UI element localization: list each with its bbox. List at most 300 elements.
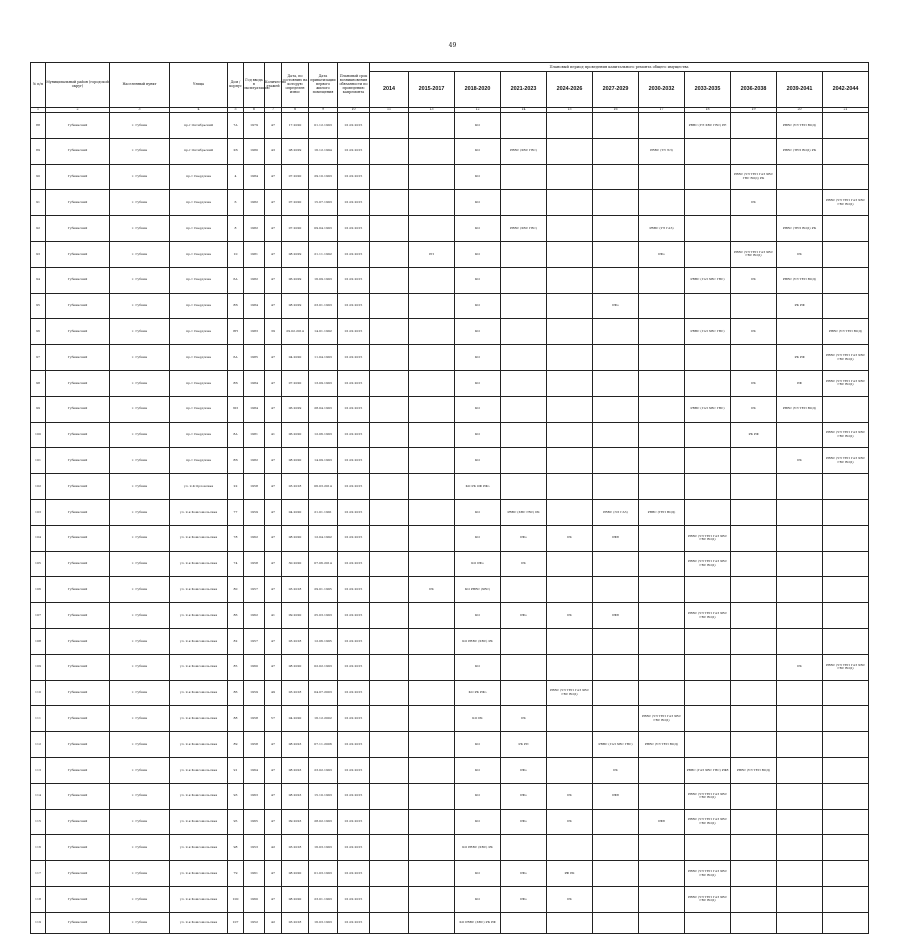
col-header-year: 2024-2026 [547,72,593,108]
plan-cell-2018: КО [455,241,501,267]
obligation-date-cell: 01.02.2015 [338,577,370,603]
table-row [31,190,869,216]
building-cell: 74 [228,551,244,577]
plan-cell-2036 [731,680,777,706]
plan-cell-2015 [409,396,455,422]
plan-cell-2042 [823,603,869,629]
col-header-year: 2021-2023 [501,72,547,108]
plan-cell-2014 [370,396,409,422]
plan-cell-2030 [639,370,685,396]
settlement-cell: г. Губкин [110,396,170,422]
settlement-cell: г. Губкин [110,886,170,912]
year-built-cell: 1959 [244,499,265,525]
obligation-date-cell: 01.02.2015 [338,628,370,654]
wear-date-cell: 08.2020 [282,886,309,912]
year-built-cell: 1959 [244,680,265,706]
plan-cell-2027 [593,809,639,835]
privatization-date-cell: 14.09.1993 [309,448,338,474]
column-number: 11 [370,108,409,113]
plan-cell-2033 [685,422,731,448]
floors-cell: 47 [265,396,282,422]
column-number: 13 [409,108,455,113]
plan-cell-2033 [685,190,731,216]
plan-cell-2018: КО [455,138,501,164]
plan-cell-2033 [685,577,731,603]
col-header-wear-date: Дата, по состоянию на которую определен износ [282,63,309,108]
plan-cell-2018: КО [455,499,501,525]
obligation-date-cell: 01.02.2015 [338,319,370,345]
year-built-cell: 1962 [244,525,265,551]
plan-cell-2033: РВВС (УЭ ТЕП ГАЗ ХВС ГВС ВОД) [685,551,731,577]
wear-date-cell: 08.2029 [282,293,309,319]
settlement-cell: г. Губкин [110,912,170,933]
year-built-cell: 1964 [244,757,265,783]
plan-cell-2042 [823,861,869,887]
plan-cell-2039 [777,757,823,783]
plan-cell-2039 [777,680,823,706]
plan-cell-2030 [639,319,685,345]
row-number-cell: 93 [31,241,46,267]
column-number: 7 [265,108,282,113]
plan-cell-2033 [685,628,731,654]
table-row [31,113,869,139]
plan-cell-2027 [593,861,639,887]
building-cell: 78 [228,525,244,551]
page-number: 49 [448,42,457,49]
plan-cell-2021: РВВС (ХВС ГВС) [501,138,547,164]
plan-cell-2021 [501,912,547,933]
plan-cell-2033: РВВС (ГАЗ ХВС ГВС) [685,319,731,345]
plan-cell-2018: КО [455,113,501,139]
year-built-cell: 1961 [244,861,265,887]
floors-cell: 41 [265,422,282,448]
plan-cell-2042: РВВС (УЭ ТЕП ГАЗ ХВС ГВС ВОД) [823,448,869,474]
wear-date-cell: 08.2023 [282,732,309,758]
plan-cell-2036: РВВС (УЭ ТЕП ГАЗ ХВС ГВС ВОД) [731,241,777,267]
obligation-date-cell: 01.02.2015 [338,912,370,933]
privatization-date-cell: 23.02.1993 [309,757,338,783]
plan-cell-2014 [370,216,409,242]
street-cell: ул. 2-я Комсомольская [170,680,228,706]
plan-cell-2042 [823,113,869,139]
plan-cell-2014 [370,861,409,887]
table-row [31,370,869,396]
col-header-year: 2018-2020 [455,72,501,108]
plan-cell-2014 [370,912,409,933]
plan-cell-2018: КО [455,396,501,422]
plan-cell-2030 [639,345,685,371]
plan-cell-2039 [777,499,823,525]
building-cell: 4 [228,164,244,190]
settlement-cell: г. Губкин [110,732,170,758]
floors-cell: 47 [265,861,282,887]
plan-cell-2024 [547,267,593,293]
table-row [31,499,869,525]
floors-cell: 47 [265,577,282,603]
plan-cell-2027 [593,113,639,139]
plan-cell-2030 [639,757,685,783]
plan-cell-2014 [370,474,409,500]
plan-cell-2039: РВВС (УЭ ТЕП ВОД) [777,396,823,422]
plan-cell-2042 [823,809,869,835]
plan-cell-2030 [639,680,685,706]
plan-cell-2015 [409,164,455,190]
table-row [31,577,869,603]
plan-cell-2015 [409,706,455,732]
plan-cell-2015 [409,603,455,629]
settlement-cell: г. Губкин [110,757,170,783]
floors-cell: 47 [265,241,282,267]
table-row [31,732,869,758]
plan-cell-2014 [370,113,409,139]
plan-cell-2042: РВВС (УЭ ТЕП ГАЗ ХВС ГВС ВОД) [823,370,869,396]
plan-cell-2033: РВВС (УЭ ТЕП ГАЗ ХВС ГВС ВОД) [685,861,731,887]
year-built-cell: 1981 [244,422,265,448]
table-row [31,628,869,654]
plan-cell-2021 [501,190,547,216]
street-cell: ул. 2-я Комсомольская [170,706,228,732]
street-cell: пр-т Свердлова [170,241,228,267]
settlement-cell: г. Губкин [110,861,170,887]
plan-cell-2018: КО РВВС (ХВС) РК РФ [455,912,501,933]
plan-cell-2024 [547,216,593,242]
year-built-cell: 1982 [244,190,265,216]
col-header-year: 2042-2044 [823,72,869,108]
plan-cell-2024: РК [547,783,593,809]
privatization-date-cell: 01.03.1993 [309,861,338,887]
privatization-date-cell: 16.03.1993 [309,835,338,861]
plan-cell-2018: КО РВВС (ХВС) РК [455,835,501,861]
row-number-cell: 116 [31,835,46,861]
plan-cell-2018: КО РК ОФ РФо [455,474,501,500]
street-cell: ул. 2-я Комсомольская [170,525,228,551]
plan-cell-2018: КО РК [455,706,501,732]
plan-cell-2042 [823,525,869,551]
plan-cell-2036 [731,835,777,861]
column-number: 2 [46,108,110,113]
building-cell: 80 [228,577,244,603]
obligation-date-cell: 01.02.2015 [338,396,370,422]
plan-cell-2036: РК [731,267,777,293]
plan-cell-2036 [731,732,777,758]
plan-cell-2021: РФо [501,603,547,629]
plan-cell-2014 [370,680,409,706]
row-number-cell: 91 [31,190,46,216]
plan-cell-2036: РК [731,319,777,345]
obligation-date-cell: 01.02.2015 [338,525,370,551]
plan-cell-2014 [370,293,409,319]
plan-cell-2027 [593,912,639,933]
row-number-cell: 115 [31,809,46,835]
building-cell: 8А [228,422,244,448]
street-cell: пр-т Свердлова [170,422,228,448]
plan-cell-2039 [777,886,823,912]
street-cell: пр-т Свердлова [170,345,228,371]
row-number-cell: 104 [31,525,46,551]
obligation-date-cell: 01.02.2015 [338,113,370,139]
plan-cell-2030: РВВС (ТЕП ВОД) [639,499,685,525]
column-number: 20 [777,108,823,113]
obligation-date-cell: 01.02.2015 [338,267,370,293]
floors-cell: 47 [265,164,282,190]
column-number: 8 [282,108,309,113]
table-row [31,525,869,551]
plan-cell-2033 [685,448,731,474]
row-number-cell: 103 [31,499,46,525]
building-cell: 98 [228,835,244,861]
plan-cell-2015 [409,267,455,293]
plan-cell-2027: РК [593,757,639,783]
privatization-date-cell: 21.11.1992 [309,241,338,267]
table-row [31,267,869,293]
plan-cell-2024: РК [547,809,593,835]
street-cell: ул. 2-я Комсомольская [170,757,228,783]
district-cell: Губкинский [46,448,110,474]
district-cell: Губкинский [46,345,110,371]
settlement-cell: г. Губкин [110,706,170,732]
privatization-date-cell: 01.12.1993 [309,113,338,139]
street-cell: пр-т Октябрьский [170,113,228,139]
plan-cell-2021 [501,448,547,474]
street-cell: ул. 2-я Комсомольская [170,912,228,933]
year-built-cell: 1958 [244,551,265,577]
plan-cell-2030 [639,861,685,887]
plan-cell-2015 [409,809,455,835]
plan-cell-2027 [593,267,639,293]
plan-cell-2030 [639,551,685,577]
column-number: 18 [685,108,731,113]
row-number-cell: 105 [31,551,46,577]
row-number-cell: 90 [31,164,46,190]
plan-cell-2036 [731,448,777,474]
row-number-cell: 89 [31,138,46,164]
plan-cell-2018: КО РФо [455,551,501,577]
plan-cell-2021 [501,164,547,190]
plan-cell-2018: КО [455,164,501,190]
obligation-date-cell: 01.02.2015 [338,886,370,912]
floors-cell: 47 [265,113,282,139]
plan-cell-2021: РК [501,706,547,732]
plan-cell-2033: РВВС (ГАЗ ХВС ГВС) [685,267,731,293]
plan-cell-2033: РВВС (ГАЗ ХВС ГВС) [685,396,731,422]
plan-cell-2030 [639,628,685,654]
plan-cell-2033 [685,474,731,500]
plan-cell-2014 [370,525,409,551]
plan-cell-2027 [593,680,639,706]
privatization-date-cell: 28.04.1993 [309,396,338,422]
table-row [31,835,869,861]
settlement-cell: г. Губкин [110,499,170,525]
district-cell: Губкинский [46,706,110,732]
plan-cell-2042 [823,886,869,912]
obligation-date-cell: 01.02.2015 [338,190,370,216]
col-header-privatization-date: Дата приватизации первого жилого помещения [309,63,338,108]
plan-cell-2036 [731,783,777,809]
wear-date-cell: 09.2020 [282,603,309,629]
plan-cell-2036 [731,345,777,371]
table-row [31,654,869,680]
building-cell: 10 [228,241,244,267]
privatization-date-cell: 02.02.1993 [309,654,338,680]
plan-cell-2039: РВВС (УЭ ТЕП ВОД) [777,267,823,293]
plan-cell-2024 [547,654,593,680]
plan-cell-2033: РВВС (УЭ ТЕП ГАЗ ХВС ГВС ВОД) [685,809,731,835]
plan-cell-2015 [409,912,455,933]
plan-cell-2030: РФ8 [639,809,685,835]
row-number-cell: 101 [31,448,46,474]
district-cell: Губкинский [46,912,110,933]
plan-cell-2024 [547,912,593,933]
district-cell: Губкинский [46,370,110,396]
plan-cell-2042 [823,216,869,242]
plan-cell-2018: КО [455,757,501,783]
plan-cell-2014 [370,345,409,371]
settlement-cell: г. Губкин [110,628,170,654]
privatization-date-cell: 04.07.2003 [309,680,338,706]
year-built-cell: 1982 [244,216,265,242]
building-cell: 86 [228,603,244,629]
plan-cell-2021 [501,628,547,654]
privatization-date-cell: 12.04.1992 [309,525,338,551]
plan-cell-2042: РВВС (УЭ ТЕП ГАЗ ХВС ГВС ВОД) [823,422,869,448]
plan-cell-2033: РВВС (УЭ ТЕП ГАЗ ХВС ГВС ВОД) [685,603,731,629]
plan-cell-2018: КО [455,267,501,293]
privatization-date-cell: 14.01.1992 [309,319,338,345]
plan-cell-2033 [685,912,731,933]
plan-cell-2030 [639,603,685,629]
plan-cell-2027 [593,241,639,267]
settlement-cell: г. Губкин [110,835,170,861]
plan-cell-2021 [501,680,547,706]
plan-cell-2024 [547,835,593,861]
plan-cell-2039 [777,551,823,577]
settlement-cell: г. Губкин [110,783,170,809]
plan-cell-2014 [370,783,409,809]
col-header-settlement: Населенный пункт [110,63,170,108]
table-row [31,241,869,267]
plan-cell-2027: РФ8 [593,783,639,809]
wear-date-cell: 29.02.2014 [282,319,309,345]
building-cell: 6А [228,267,244,293]
plan-cell-2014 [370,448,409,474]
plan-cell-2042 [823,164,869,190]
plan-cell-2024 [547,293,593,319]
plan-cell-2039: РК [777,654,823,680]
district-cell: Губкинский [46,319,110,345]
year-built-cell: 1953 [244,835,265,861]
plan-cell-2015 [409,190,455,216]
plan-cell-2027 [593,396,639,422]
plan-cell-2033: РВВС (УЭ ТЕП ГАЗ ХВС ГВС ВОД) [685,525,731,551]
table-header [31,63,869,113]
district-cell: Губкинский [46,603,110,629]
table-row [31,293,869,319]
col-header-year: 2036-2038 [731,72,777,108]
plan-cell-2036 [731,886,777,912]
row-number-cell: 92 [31,216,46,242]
plan-cell-2036 [731,912,777,933]
plan-cell-2018: КО [455,886,501,912]
column-number: 15 [547,108,593,113]
street-cell: пр-т Свердлова [170,448,228,474]
row-number-cell: 117 [31,861,46,887]
wear-date-cell: 03.2018 [282,912,309,933]
plan-cell-2018: КО [455,732,501,758]
plan-cell-2042: РВВС (УЭ ТЕП ГАЗ ХВС ГВС ВОД) [823,190,869,216]
plan-cell-2030 [639,783,685,809]
table-row [31,912,869,933]
settlement-cell: г. Губкин [110,190,170,216]
settlement-cell: г. Губкин [110,164,170,190]
plan-cell-2033 [685,241,731,267]
floors-cell: 47 [265,886,282,912]
plan-cell-2042 [823,577,869,603]
plan-cell-2033: РВВС (УЭ ТЕП ГАЗ ХВС ГВС ВОД) [685,886,731,912]
plan-cell-2027 [593,886,639,912]
column-number: 6 [244,108,265,113]
plan-cell-2015 [409,370,455,396]
column-number: 21 [823,108,869,113]
obligation-date-cell: 01.02.2015 [338,164,370,190]
plan-cell-2030 [639,267,685,293]
plan-cell-2042 [823,241,869,267]
plan-cell-2039 [777,861,823,887]
district-cell: Губкинский [46,835,110,861]
plan-cell-2030: РВВС (ТЭ ЭЛ) [639,138,685,164]
plan-cell-2036 [731,216,777,242]
floors-cell: 47 [265,732,282,758]
settlement-cell: г. Губкин [110,654,170,680]
wear-date-cell: 09.2023 [282,809,309,835]
row-number-cell: 94 [31,267,46,293]
column-number: 14 [501,108,547,113]
plan-cell-2036 [731,113,777,139]
street-cell: ул. 2-я Комсомольская [170,886,228,912]
table-row [31,422,869,448]
building-cell: 79 [228,861,244,887]
privatization-date-cell: 09.04.1993 [309,216,338,242]
privatization-date-cell: 29.10.1993 [309,164,338,190]
plan-cell-2015 [409,113,455,139]
wear-date-cell: 06.2029 [282,396,309,422]
building-cell: 2Б [228,138,244,164]
wear-date-cell: 07.2020 [282,216,309,242]
building-cell: 86 [228,680,244,706]
plan-cell-2039 [777,319,823,345]
wear-date-cell: 08.2023 [282,757,309,783]
plan-cell-2018: КО [455,525,501,551]
plan-cell-2021: РФо [501,783,547,809]
plan-cell-2018: КО [455,809,501,835]
plan-cell-2027 [593,628,639,654]
district-cell: Губкинский [46,577,110,603]
settlement-cell: г. Губкин [110,577,170,603]
floors-cell: 39 [265,319,282,345]
plan-cell-2014 [370,422,409,448]
plan-cell-2015 [409,448,455,474]
plan-cell-2018: КО [455,345,501,371]
district-cell: Губкинский [46,732,110,758]
plan-cell-2015 [409,422,455,448]
plan-cell-2015 [409,525,455,551]
floors-cell: 47 [265,267,282,293]
plan-cell-2024 [547,577,593,603]
street-cell: ул. 2-я Комсомольская [170,628,228,654]
plan-cell-2014 [370,835,409,861]
plan-cell-2018: КО РК РФо [455,680,501,706]
plan-cell-2027: РВВС (ГАЗ ХВС ГВС) [593,732,639,758]
plan-cell-2039 [777,835,823,861]
